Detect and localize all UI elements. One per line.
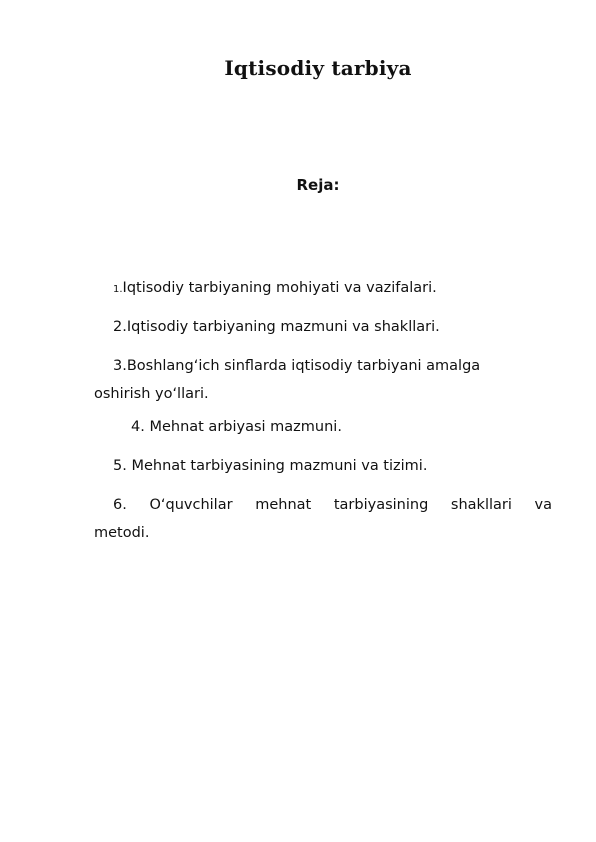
plan-item-5: 5. Mehnat tarbiyasining mazmuni va tizimi. [113, 458, 428, 474]
plan-item-6-line-2: metodi. [94, 525, 150, 541]
plan-item-2: 2.Iqtisodiy tarbiyaning mazmuni va shakllari. [113, 319, 440, 335]
plan-item-6-word: va [534, 497, 552, 513]
plan-heading: Reja: [296, 176, 340, 194]
plan-item-3-line-1: 3.Boshlang‘ich sinflarda iqtisodiy tarbiyani amalga [113, 358, 481, 374]
plan-item-1-text: Iqtisodiy tarbiyaning mohiyati va vazifalari. [122, 280, 437, 296]
plan-item-1-number: 1. [113, 284, 123, 295]
plan-item-6-word: 6. [113, 497, 127, 513]
document-title: Iqtisodiy tarbiya [224, 56, 412, 80]
plan-item-1 [113, 277, 437, 301]
plan-item-3-line-2: oshirish yo‘llari. [94, 386, 209, 402]
plan-item-6 [94, 494, 552, 544]
plan-item-6-word: O‘quvchilar [149, 497, 233, 513]
plan-item-6-word: tarbiyasining [333, 497, 429, 513]
plan-item-6-word: mehnat [255, 497, 312, 513]
plan-item-6-word: shakllari [450, 497, 512, 513]
plan-item-6-line-1 [94, 494, 552, 516]
plan-item-4: 4. Mehnat arbiyasi mazmuni. [131, 419, 342, 435]
